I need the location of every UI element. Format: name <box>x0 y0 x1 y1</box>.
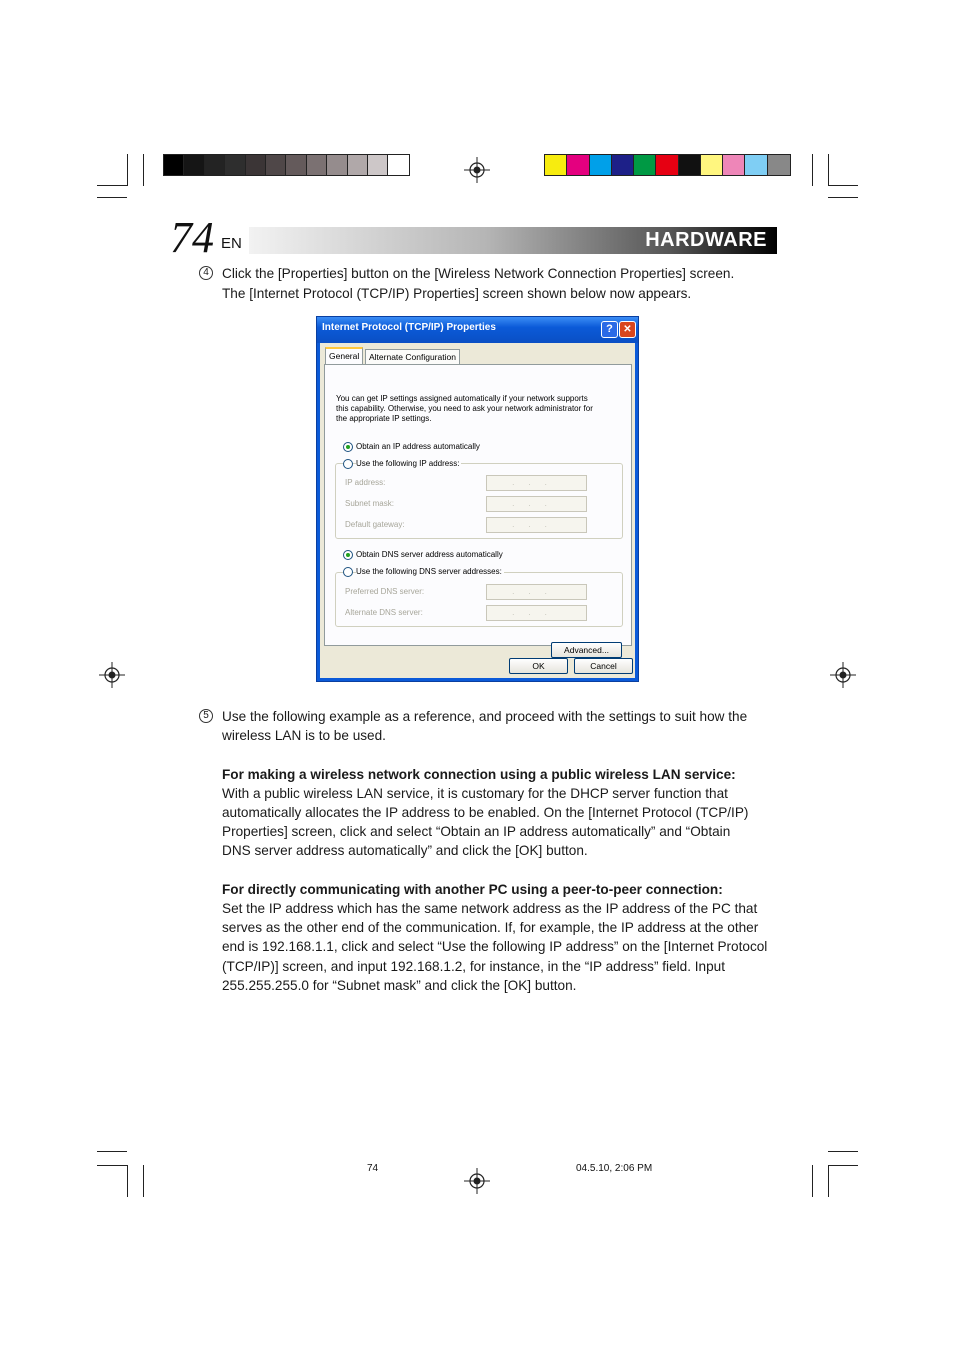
body-line: serves as the other end of the communication. If, for example, the IP address at the other <box>222 920 759 935</box>
tcpip-properties-dialog <box>316 316 639 682</box>
color-swatch <box>545 155 567 175</box>
color-swatch <box>368 155 388 175</box>
crop-mark <box>828 154 829 186</box>
crop-mark <box>143 1165 144 1197</box>
color-swatch <box>612 155 634 175</box>
crop-mark <box>812 154 813 186</box>
page-number: 74 <box>170 213 214 262</box>
radio-use-following-ip-label: Use the following IP address: <box>356 459 460 468</box>
radio-use-following-ip[interactable] <box>343 459 353 469</box>
body-line: 255.255.255.0 for “Subnet mask” and click the [OK] button. <box>222 978 577 993</box>
section-header-band <box>249 227 777 254</box>
color-swatch <box>679 155 701 175</box>
intro-text-line: You can get IP settings assigned automatically if your network supports <box>336 394 588 403</box>
color-swatch <box>205 155 225 175</box>
radio-use-following-dns[interactable] <box>343 567 353 577</box>
registration-mark-icon <box>99 662 125 688</box>
cancel-button[interactable]: Cancel <box>574 658 633 674</box>
radio-obtain-dns-auto-label: Obtain DNS server address automatically <box>356 550 503 559</box>
body-line: DNS server address automatically” and click the [OK] button. <box>222 843 588 858</box>
preferred-dns-input[interactable]: ... <box>486 584 587 600</box>
crop-mark <box>812 1165 813 1197</box>
radio-obtain-ip-auto-label: Obtain an IP address automatically <box>356 442 480 451</box>
radio-obtain-dns-auto[interactable] <box>343 550 353 560</box>
default-gateway-input[interactable]: ... <box>486 517 587 533</box>
close-icon[interactable]: ✕ <box>619 321 636 338</box>
alternate-dns-input[interactable]: ... <box>486 605 587 621</box>
color-swatch <box>768 155 790 175</box>
color-swatch <box>723 155 745 175</box>
ip-address-input[interactable]: ... <box>486 475 587 491</box>
page-language: EN <box>221 235 242 252</box>
color-swatch <box>307 155 327 175</box>
color-swatch <box>634 155 656 175</box>
ip-address-label: IP address: <box>345 478 386 487</box>
general-tab-panel <box>324 364 632 655</box>
section-heading: For making a wireless network connection using a public wireless LAN service: <box>222 767 736 782</box>
crop-mark <box>828 1151 858 1152</box>
body-line: With a public wireless LAN service, it is customary for the DHCP server function that <box>222 786 728 801</box>
radio-use-following-dns-label: Use the following DNS server addresses: <box>356 567 502 576</box>
step-4-line-1: Click the [Properties] button on the [Wireless Network Connection Properties] screen. <box>222 266 735 281</box>
body-line: automatically allocates the IP address to be enabled. On the [Internet Protocol (TCP/IP) <box>222 805 749 820</box>
crop-mark <box>143 154 144 186</box>
grey-scale-bar <box>163 154 410 176</box>
crop-mark <box>127 1165 128 1197</box>
crop-mark <box>828 1165 829 1197</box>
step-5-line-2: wireless LAN is to be used. <box>222 728 386 743</box>
color-swatch <box>225 155 245 175</box>
tab-alternate-configuration[interactable]: Alternate Configuration <box>365 349 460 364</box>
registration-mark-icon <box>464 157 490 183</box>
body-line: Set the IP address which has the same network address as the IP address of the PC that <box>222 901 758 916</box>
section-title: HARDWARE <box>645 229 767 251</box>
crop-mark <box>97 1165 127 1166</box>
step-number: 5 <box>199 709 213 723</box>
body-line: end is 192.168.1.1, click and select “Use the following IP address” on the [Internet Protocol <box>222 939 768 954</box>
color-swatch <box>348 155 368 175</box>
subnet-mask-input[interactable]: ... <box>486 496 587 512</box>
color-swatch <box>745 155 767 175</box>
intro-text-line: this capability. Otherwise, you need to ask your network administrator for <box>336 404 593 413</box>
footer-timestamp: 04.5.10, 2:06 PM <box>576 1163 653 1174</box>
color-swatch <box>327 155 347 175</box>
step-5-line-1: Use the following example as a reference, and proceed with the settings to suit how the <box>222 709 748 724</box>
dialog-title-bar <box>317 317 638 343</box>
crop-mark <box>97 185 127 186</box>
footer-page-number: 74 <box>367 1163 379 1174</box>
color-swatch <box>567 155 589 175</box>
body-line: (TCP/IP)] screen, and input 192.168.1.2, for instance, in the “IP address” field. Input <box>222 959 725 974</box>
registration-mark-icon <box>830 662 856 688</box>
color-swatch <box>590 155 612 175</box>
alternate-dns-label: Alternate DNS server: <box>345 608 423 617</box>
help-icon[interactable]: ? <box>601 321 618 338</box>
default-gateway-label: Default gateway: <box>345 520 405 529</box>
radio-obtain-ip-auto[interactable] <box>343 442 353 452</box>
section-heading: For directly communicating with another PC using a peer-to-peer connection: <box>222 882 723 897</box>
crop-mark <box>828 197 858 198</box>
color-swatch <box>656 155 678 175</box>
crop-mark <box>828 1165 858 1166</box>
color-swatch <box>701 155 723 175</box>
ok-button[interactable]: OK <box>509 658 568 674</box>
step-number: 4 <box>199 266 213 280</box>
crop-mark <box>97 1151 127 1152</box>
color-bar <box>544 154 791 176</box>
color-swatch <box>184 155 204 175</box>
registration-mark-icon <box>464 1168 490 1194</box>
preferred-dns-label: Preferred DNS server: <box>345 587 425 596</box>
crop-mark <box>828 185 858 186</box>
crop-mark <box>97 197 127 198</box>
step-4-line-2: The [Internet Protocol (TCP/IP) Properties] screen shown below now appears. <box>222 286 692 301</box>
subnet-mask-label: Subnet mask: <box>345 499 394 508</box>
color-swatch <box>266 155 286 175</box>
color-swatch <box>246 155 266 175</box>
intro-text-line: the appropriate IP settings. <box>336 414 432 423</box>
color-swatch <box>164 155 184 175</box>
body-line: Properties] screen, click and select “Obtain an IP address automatically” and “Obtain <box>222 824 731 839</box>
color-swatch <box>388 155 408 175</box>
crop-mark <box>127 154 128 186</box>
color-swatch <box>286 155 306 175</box>
dialog-body <box>320 343 635 678</box>
tab-general[interactable]: General <box>325 347 363 364</box>
dialog-title: Internet Protocol (TCP/IP) Properties <box>322 322 496 333</box>
advanced-button[interactable]: Advanced... <box>551 642 622 658</box>
